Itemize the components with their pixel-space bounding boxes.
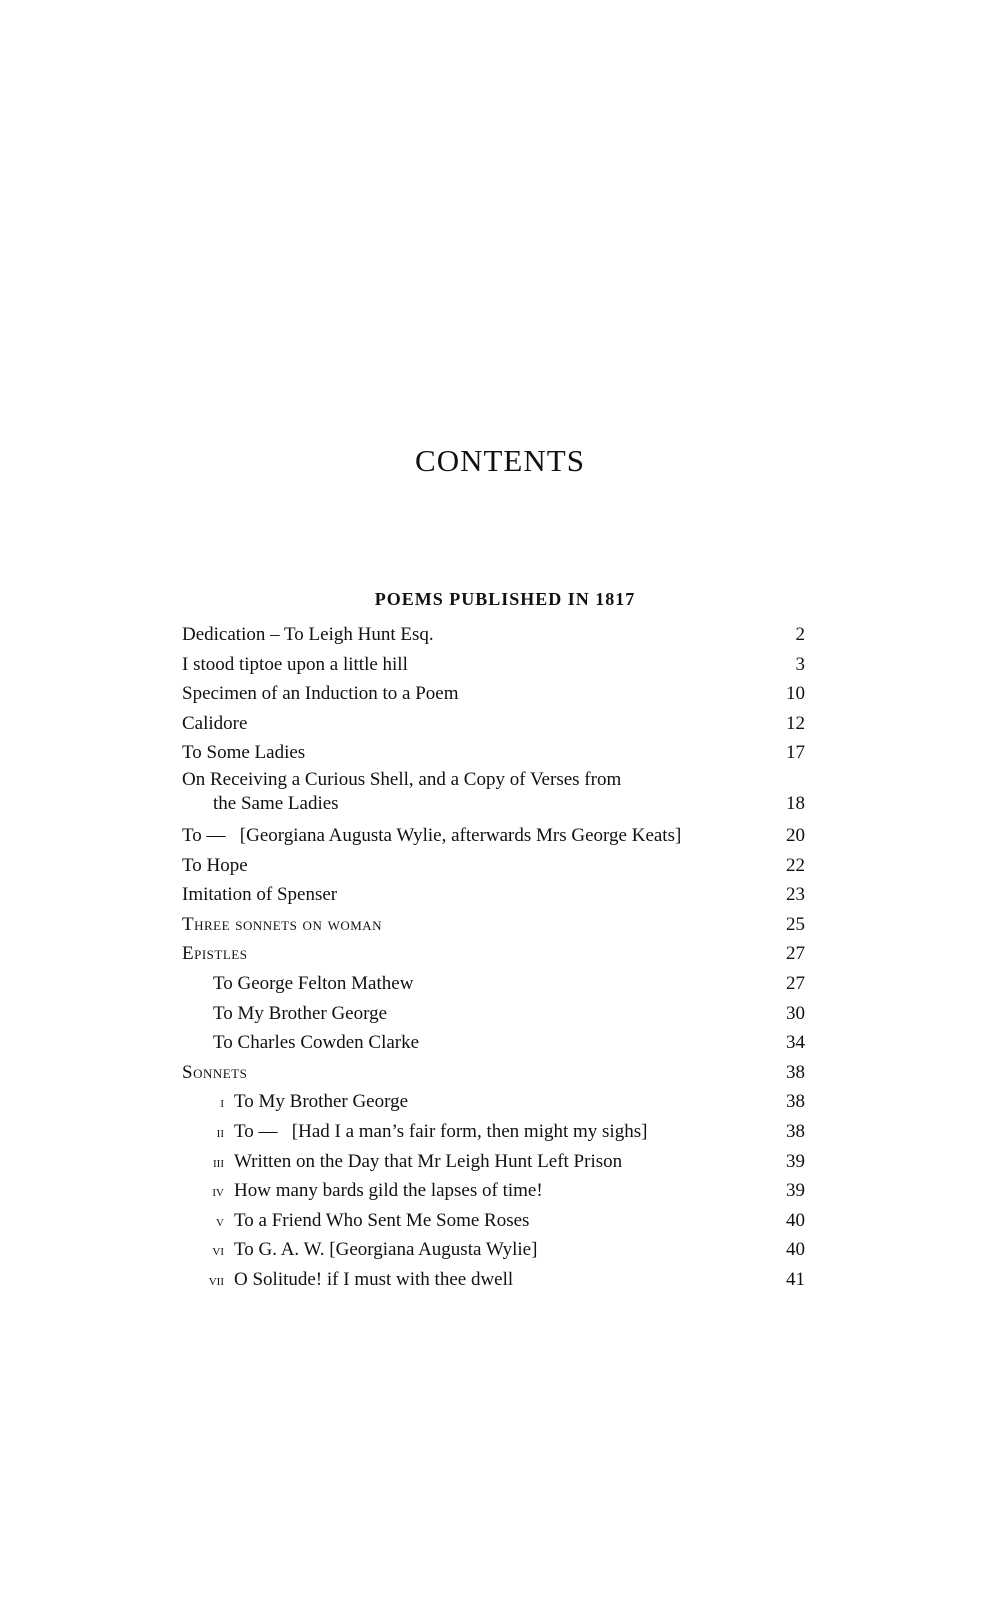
toc-entry-page: 12: [786, 712, 805, 734]
toc-entry-title: To a Friend Who Sent Me Some Roses: [234, 1209, 530, 1231]
toc-entry-group-epistles[interactable]: [182, 939, 805, 969]
toc-entry-page: 38: [786, 1120, 805, 1142]
sonnet-numeral: i: [220, 1095, 224, 1112]
toc-entry-page: 27: [786, 943, 805, 965]
toc-entry-title: To G. A. W. [Georgiana Augusta Wylie]: [234, 1239, 538, 1261]
toc-entry-title: To Hope: [182, 854, 248, 876]
toc-entry[interactable]: [182, 650, 805, 680]
toc-entry-title: To — [Had I a man’s fair form, then might my sighs]: [234, 1120, 648, 1142]
table-of-contents: [182, 620, 805, 1294]
toc-entry[interactable]: [182, 620, 805, 650]
toc-entry-group-three-sonnets[interactable]: [182, 910, 805, 940]
toc-entry-page: 23: [786, 884, 805, 906]
toc-entry-page: 40: [786, 1209, 805, 1231]
toc-entry[interactable]: [182, 880, 805, 910]
toc-entry[interactable]: [182, 821, 805, 851]
toc-entry-page: 41: [786, 1268, 805, 1290]
toc-sonnet-entry[interactable]: [182, 1147, 805, 1177]
toc-entry-page: 39: [786, 1150, 805, 1172]
toc-entry-title: I stood tiptoe upon a little hill: [182, 653, 408, 675]
toc-entry-page: 22: [786, 854, 805, 876]
toc-entry-page: 38: [786, 1091, 805, 1113]
toc-entry-title: Written on the Day that Mr Leigh Hunt Left Prison: [234, 1150, 623, 1172]
toc-entry[interactable]: [182, 999, 805, 1029]
sonnet-numeral: vi: [212, 1243, 224, 1260]
sonnet-numeral: iv: [212, 1184, 224, 1201]
toc-entry-title: O Solitude! if I must with thee dwell: [234, 1268, 514, 1290]
toc-entry-title: Imitation of Spenser: [182, 884, 338, 906]
toc-entry-title: To Some Ladies: [182, 742, 306, 764]
toc-entry-page: 10: [786, 683, 805, 705]
toc-entry[interactable]: [182, 679, 805, 709]
toc-entry-page: 20: [786, 824, 805, 846]
toc-entry-page: 38: [786, 1061, 805, 1083]
toc-entry-title: Dedication – To Leigh Hunt Esq.: [182, 624, 434, 645]
toc-entry-page: 17: [786, 742, 805, 764]
toc-entry[interactable]: [182, 969, 805, 999]
sonnet-numeral: v: [216, 1213, 224, 1230]
toc-entry-title: Specimen of an Induction to a Poem: [182, 683, 459, 705]
toc-entry-page: 30: [786, 1002, 805, 1024]
toc-entry[interactable]: [182, 738, 805, 768]
toc-entry[interactable]: [182, 709, 805, 739]
toc-entry-page: 18: [786, 792, 805, 814]
toc-entry-title: Sonnets: [182, 1061, 248, 1083]
toc-entry[interactable]: [182, 768, 805, 821]
sonnet-numeral: ii: [216, 1124, 224, 1141]
toc-entry[interactable]: [182, 851, 805, 881]
toc-entry-page: 27: [786, 972, 805, 994]
toc-entry-title-line2: the Same Ladies: [213, 792, 339, 814]
toc-entry-title: To Charles Cowden Clarke: [213, 1032, 420, 1054]
toc-entry-page: 2: [795, 624, 805, 645]
toc-sonnet-entry[interactable]: [182, 1176, 805, 1206]
toc-entry-page: 3: [795, 653, 805, 675]
toc-entry-title: To — [Georgiana Augusta Wylie, afterwards Mrs George Keats]: [182, 824, 682, 846]
toc-entry[interactable]: [182, 1028, 805, 1058]
toc-entry-title: To My Brother George: [234, 1091, 409, 1113]
toc-entry-title: Epistles: [182, 943, 248, 965]
section-heading: POEMS PUBLISHED IN 1817: [374, 589, 636, 609]
toc-entry-title: To My Brother George: [213, 1002, 388, 1024]
sonnet-numeral: iii: [213, 1154, 224, 1171]
toc-sonnet-entry[interactable]: [182, 1206, 805, 1236]
toc-entry-title: Three sonnets on woman: [182, 913, 383, 935]
toc-sonnet-entry[interactable]: [182, 1087, 805, 1117]
toc-entry-title: Calidore: [182, 712, 248, 734]
toc-entry-page: 40: [786, 1239, 805, 1261]
toc-sonnet-entry[interactable]: [182, 1265, 805, 1295]
toc-entry-page: 34: [786, 1032, 805, 1054]
toc-entry-title-line1: On Receiving a Curious Shell, and a Copy of Verses from: [182, 768, 622, 790]
toc-sonnet-entry[interactable]: [182, 1117, 805, 1147]
toc-entry-page: 25: [786, 913, 805, 935]
sonnet-numeral: vii: [208, 1272, 224, 1289]
page-title: CONTENTS: [415, 443, 585, 478]
toc-entry-group-sonnets[interactable]: [182, 1058, 805, 1088]
toc-sonnet-entry[interactable]: [182, 1235, 805, 1265]
toc-entry-page: 39: [786, 1180, 805, 1202]
toc-entry-title: To George Felton Mathew: [213, 972, 414, 994]
toc-entry-title: How many bards gild the lapses of time!: [234, 1180, 543, 1202]
